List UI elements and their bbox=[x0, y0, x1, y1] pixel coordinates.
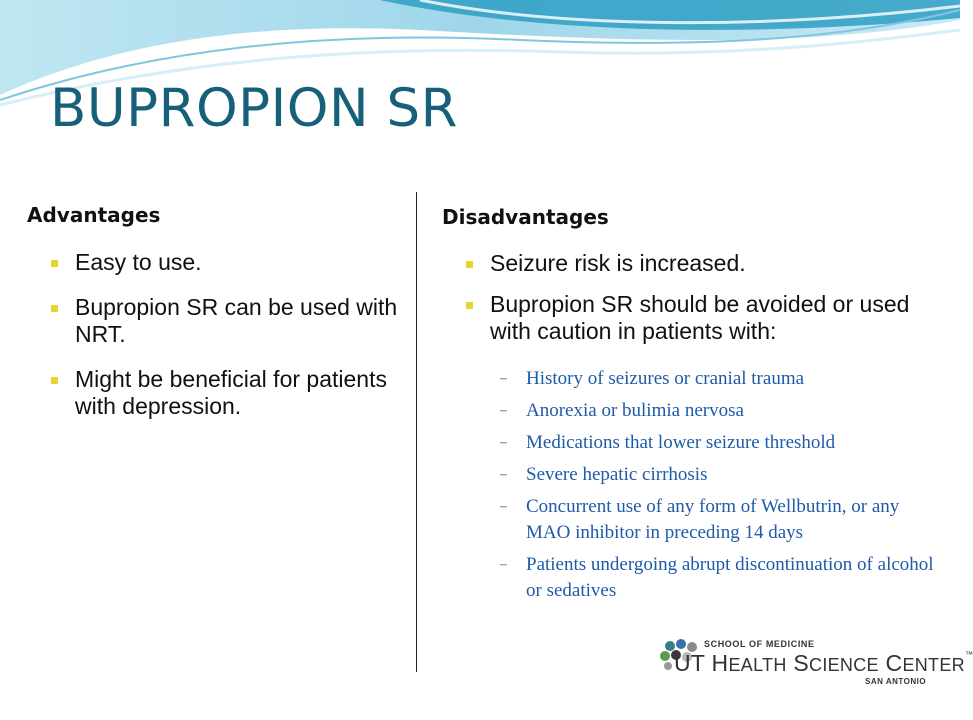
sub-list-item: – Concurrent use of any form of Wellbutrin, or any MAO inhibitor in preceding 14 days bbox=[500, 496, 900, 543]
bullet-square-icon bbox=[51, 305, 58, 312]
sub-list-item: – Medications that lower seizure threshold bbox=[526, 430, 946, 456]
column-divider bbox=[416, 192, 417, 672]
slide-title: BUPROPION SR bbox=[50, 78, 458, 139]
list-item: Seizure risk is increased. bbox=[490, 250, 940, 277]
list-item: Bupropion SR should be avoided or used with caution in patients with: bbox=[490, 291, 940, 345]
ut-health-logo bbox=[658, 636, 973, 688]
logo-city-text: SAN ANTONIO bbox=[865, 677, 927, 686]
dash-icon: – bbox=[500, 403, 507, 418]
dash-icon: – bbox=[500, 557, 507, 572]
disadvantages-sublist bbox=[500, 366, 946, 610]
logo-main-text: UT HEALTH SCIENCE CENTER™ bbox=[674, 650, 973, 676]
sub-list-item: – Patients undergoing abrupt discontinuation of alcohol or sedatives bbox=[500, 554, 934, 601]
dash-icon: – bbox=[500, 435, 507, 450]
advantages-list bbox=[75, 249, 405, 438]
disadvantages-heading: Disadvantages bbox=[442, 205, 609, 229]
dash-icon: – bbox=[500, 371, 507, 386]
sub-list-item: – Severe hepatic cirrhosis bbox=[526, 462, 946, 488]
sub-list-item: – History of seizures or cranial trauma bbox=[526, 366, 946, 392]
bullet-square-icon bbox=[51, 377, 58, 384]
list-item: Might be beneficial for patients with depression. bbox=[75, 366, 405, 420]
bullet-square-icon bbox=[51, 260, 58, 267]
advantages-heading: Advantages bbox=[27, 203, 161, 227]
logo-school-text: SCHOOL OF MEDICINE bbox=[704, 639, 815, 649]
dash-icon: – bbox=[500, 499, 507, 514]
list-item: Bupropion SR can be used with NRT. bbox=[75, 294, 405, 348]
dash-icon: – bbox=[500, 467, 507, 482]
bullet-square-icon bbox=[466, 261, 473, 268]
list-item: Easy to use. bbox=[75, 249, 405, 276]
disadvantages-list bbox=[490, 250, 940, 359]
sub-list-item: – Anorexia or bulimia nervosa bbox=[526, 398, 946, 424]
bullet-square-icon bbox=[466, 302, 473, 309]
